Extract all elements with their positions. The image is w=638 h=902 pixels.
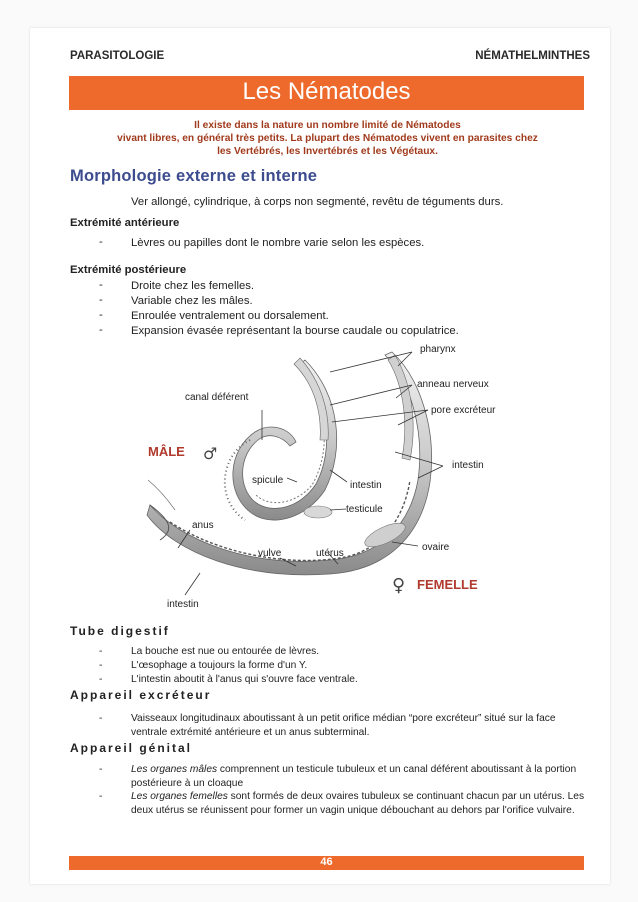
footer-bar bbox=[69, 856, 584, 870]
posterior-item: Variable chez les mâles. bbox=[131, 295, 253, 307]
label-testicule: testicule bbox=[346, 504, 383, 515]
tube-item: L'œsophage a toujours la forme d'un Y. bbox=[131, 660, 308, 671]
anterior-heading: Extrémité antérieure bbox=[70, 217, 180, 229]
bullet-dash: - bbox=[99, 236, 103, 248]
excreteur-item: Vaisseaux longitudinaux aboutissant à un petit orifice médian “pore excréteur” situé sur la face ventrale extrémité antérieure et un anus subterminal. bbox=[131, 713, 556, 738]
intro-line: les Vertébrés, les Invertébrés et les Végétaux. bbox=[217, 146, 438, 157]
anterior-item: Lèvres ou papilles dont le nombre varie selon les espèces. bbox=[131, 237, 425, 249]
label-anneau-nerveux: anneau nerveux bbox=[417, 379, 489, 390]
bullet-dash: - bbox=[99, 660, 103, 671]
nematode-diagram bbox=[120, 338, 500, 618]
label-anus: anus bbox=[192, 520, 214, 531]
excreteur-heading: Appareil excréteur bbox=[70, 688, 212, 702]
posterior-heading: Extrémité postérieure bbox=[70, 264, 187, 276]
label-ovaire: ovaire bbox=[422, 542, 450, 553]
intro-text bbox=[70, 119, 585, 158]
posterior-item: Enroulée ventralement ou dorsalement. bbox=[131, 310, 329, 322]
label-pharynx: pharynx bbox=[420, 344, 456, 355]
label-pore-excreteur: pore excréteur bbox=[431, 405, 496, 416]
label-male: MÂLE bbox=[148, 444, 185, 459]
intro-line: vivant libres, en général très petits. La plupart des Nématodes vivent en parasites chez bbox=[117, 133, 538, 144]
genital-male-rest: comprennent un testicule tubuleux et un canal déférent aboutissant à la portion postérieure à un cloaque bbox=[131, 764, 577, 789]
posterior-item: Droite chez les femelles. bbox=[131, 280, 255, 292]
page-title: Les Nématodes bbox=[242, 78, 411, 105]
morphology-heading: Morphologie externe et interne bbox=[70, 167, 318, 185]
testicule-shape bbox=[304, 506, 332, 518]
header-left: PARASITOLOGIE bbox=[70, 50, 165, 62]
tube-item: La bouche est nue ou entourée de lèvres. bbox=[131, 646, 320, 657]
bullet-dash: - bbox=[99, 324, 103, 336]
morphology-summary: Ver allongé, cylindrique, à corps non segmenté, revêtu de téguments durs. bbox=[131, 196, 504, 208]
genital-female-item bbox=[131, 790, 586, 817]
bullet-dash: - bbox=[99, 646, 103, 657]
label-uterus: utérus bbox=[316, 548, 344, 559]
label-spicule: spicule bbox=[252, 475, 284, 486]
anterior-end-1 bbox=[388, 355, 413, 460]
bullet-dash: - bbox=[99, 713, 103, 724]
male-symbol: ♂ bbox=[203, 444, 218, 463]
title-banner bbox=[69, 76, 584, 110]
tube-item: L'intestin aboutit à l'anus qui s'ouvre face ventrale. bbox=[131, 674, 358, 685]
label-femelle: FEMELLE bbox=[417, 577, 478, 592]
genital-heading: Appareil génital bbox=[70, 741, 193, 755]
label-intestin-right: intestin bbox=[452, 460, 484, 471]
bullet-dash: - bbox=[99, 294, 103, 306]
bullet-dash: - bbox=[99, 674, 103, 685]
bullet-dash: - bbox=[99, 309, 103, 321]
header-right: NÉMATHELMINTHES bbox=[475, 50, 590, 62]
female-symbol: ♀ bbox=[392, 575, 406, 596]
label-canal-deferent: canal déférent bbox=[185, 392, 249, 403]
label-intestin-male: intestin bbox=[350, 480, 382, 491]
bullet-dash: - bbox=[99, 279, 103, 291]
intro-line: Il existe dans la nature un nombre limité de Nématodes bbox=[194, 120, 461, 131]
tube-heading: Tube digestif bbox=[70, 624, 170, 638]
page-number: 46 bbox=[320, 856, 333, 868]
posterior-item: Expansion évasée représentant la bourse caudale ou copulatrice. bbox=[131, 325, 459, 337]
genital-female-rest: sont formés de deux ovaires tubuleux se continuant chacun par un utérus. Les deux utérus se réunissent pour former un vagin unique débouchant au dehors par l'orifice vulvaire. bbox=[131, 791, 585, 816]
label-intestin-bottom: intestin bbox=[167, 599, 199, 610]
genital-male-lead: Les organes mâles bbox=[131, 764, 218, 775]
genital-male-item bbox=[131, 763, 586, 790]
label-vulve: vulve bbox=[258, 548, 282, 559]
bullet-dash: - bbox=[99, 764, 103, 775]
genital-female-lead: Les organes femelles bbox=[131, 791, 228, 802]
left-tail bbox=[148, 480, 175, 510]
bullet-dash: - bbox=[99, 791, 103, 802]
